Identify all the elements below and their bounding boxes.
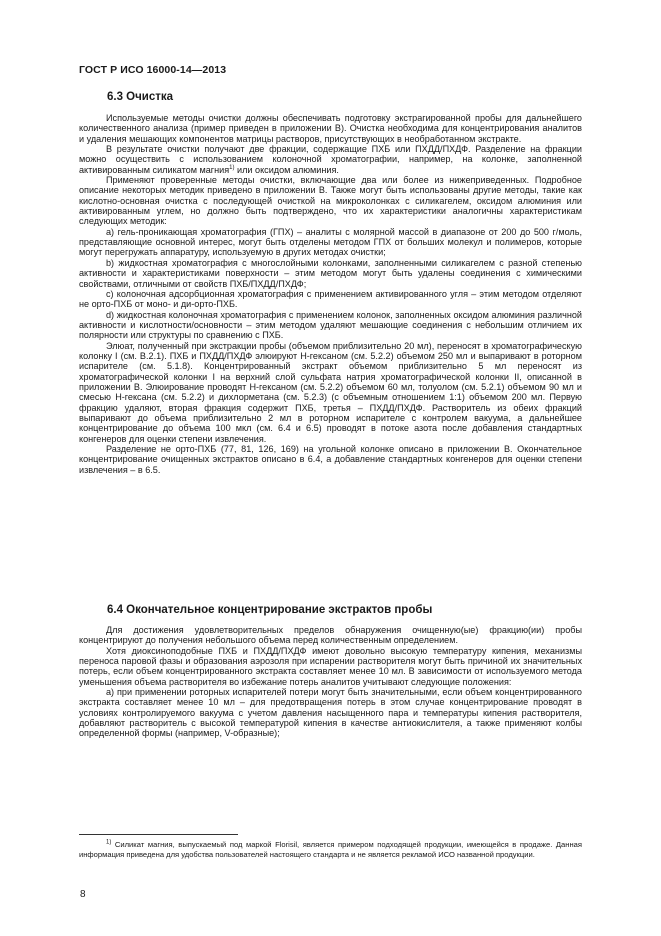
- footnote-marker: 1): [229, 164, 235, 171]
- paragraph-text: В результате очистки получают две фракции, содержащие ПХБ или ПХДД/ПХДФ. Разделение на фракции можно осуществить с использованием колоночной хроматографии, например, на колонке, заполненной активированным силикатом магния: [79, 144, 582, 175]
- footnote-text: Силикат магния, выпускаемый под маркой Florisil, является примером подходящей продукции, имеющейся в продаже. Данная информация приведена для удобства пользователей настоящего стандарта и не является рекламой ИСО названной продукции.: [79, 840, 582, 860]
- list-item: d) жидкостная колоночная хроматография с применением колонок, заполненных оксидом алюминия различной активности и кислотности/основности – этим методом удаляют мешающие соединения с небольшим отличием их полярности или структуры по сравнению с ПХБ.: [79, 309, 582, 341]
- paragraph: Используемые методы очистки должны обеспечивать подготовку экстрагированной пробы для дальнейшего количественного анализа (пример приведен в приложении В). Очистка необходима для концентрирования аналитов и удаления мешающих компонентов матрицы растворов, присутствующих в необработанном экстракте.: [79, 113, 582, 144]
- paragraph: Применяют проверенные методы очистки, включающие два или более из нижеприведенных. Подробное описание некоторых методик приведено в приложении В. Также могут быть использованы другие методы, такие как кислотно-основная очистка с последующей очисткой на микроколонках с силикагелем, оксидом алюминия или активированным углем, но должно быть подтверждено, что их характеристики аналогичны характеристикам следующих методик:: [79, 175, 582, 227]
- paragraph: [79, 144, 582, 175]
- paragraph: Хотя диоксиноподобные ПХБ и ПХДД/ПХДФ имеют довольно высокую температуру кипения, механизмы переноса паровой фазы и образования аэрозоля при испарении растворителя могут быть причиной их значительных потерь, если объем концентрированного экстракта составляет менее 10 мл. В зависимости от используемого метода уменьшения объема растворителя во избежание потерь аналитов учитывают следующие положения:: [79, 645, 582, 687]
- paragraph: Для достижения удовлетворительных пределов обнаружения очищенную(ые) фракцию(ии) пробы концентрируют до получения небольшого объема перед количественным определением.: [79, 625, 582, 646]
- footnote-marker: 1): [106, 839, 112, 846]
- paragraph: Элюат, полученный при экстракции пробы (объемом приблизительно 20 мл), переносят в хроматографическую колонку I (см. В.2.1). ПХБ и ПХДД/ПХДФ элюируют Н-гексаном (см. 5.2.2) объемом 250 мл и выпаривают в роторном испарителе (см. 5.1.8). Концентрированный экстракт объемом приблизительно 5 мл переносят из хроматографической колонки I на верхний слой сульфата натрия хроматографической колонки II, описанной в приложении В. Элюирование проводят Н-гексаном (см. 5.2.2) объемом 60 мл, толуолом (см. 5.2.1) объемом 90 мл и смесью Н-гексана (см. 5.2.2) и дихлорметана (см. 5.2.3) (с объемным отношением 1:1) объемом 200 мл. Первую фракцию удаляют, вторая фракция содержит ПХБ, третья – ПХДД/ПХДФ. Растворитель из обеих фракций выпаривают до объема приблизительно 2 мл в роторном испарителе с контролем вакуума, а дальнейшее концентрирование до объема 100 мкл (см. 6.4 и 6.5) проводят в потоке азота после добавления стандартных конгенеров для оценки степени извлечения.: [79, 340, 582, 444]
- section-heading-6-3: 6.3 Очистка: [107, 91, 174, 103]
- page-number: 8: [80, 889, 86, 900]
- section-heading-6-4: 6.4 Окончательное концентрирование экстрактов пробы: [107, 604, 433, 616]
- document-header: ГОСТ Р ИСО 16000-14—2013: [79, 64, 227, 76]
- section-6-4-body: [79, 625, 582, 739]
- list-item: a) гель-проникающая хроматография (ГПХ) – аналиты с молярной массой в диапазоне от 200 до 500 г/моль, представляющие основной интерес, могут быть отделены методом ГПХ от больших молекул и полимеров, которые могут перегружать аппаратуру, используемую в других методах очистки;: [79, 226, 582, 258]
- list-item: c) колоночная адсорбционная хроматография с применением активированного угля – этим методом отделяют не орто-ПХБ от моно- и ди-орто-ПХБ.: [79, 288, 582, 310]
- paragraph: Разделение не орто-ПХБ (77, 81, 126, 169) на угольной колонке описано в приложении В. Окончательное концентрирование очищенных экстрактов описано в 6.4, а добавление стандартных конгенеров для оценки степени извлечения – в 6.5.: [79, 444, 582, 475]
- paragraph-tail: или оксидом алюминия.: [234, 164, 339, 175]
- section-6-3-body: [79, 113, 582, 475]
- footnote: [79, 840, 582, 861]
- list-item: a) при применении роторных испарителей потери могут быть значительными, если объем концентрированного экстракта составляет менее 10 мл – для предотвращения потерь в этом случае концентрирование проводят в условиях контролируемого вакуума с учетом давления насыщенного пара и температуры кипения растворителя, добавляют растворитель с высокой температурой кипения в качестве антиокислителя, а также применяют колбы определенной формы (например, V-образные);: [79, 687, 582, 739]
- footnote-divider: [79, 834, 238, 835]
- list-item: b) жидкостная хроматография с многослойными колонками, заполненными силикагелем с разной степенью активности и характеристиками поверхности – этим методом могут быть удалены соединения с химическими свойствами, отличными от свойств ПХБ/ПХДД/ПХДФ;: [79, 257, 582, 289]
